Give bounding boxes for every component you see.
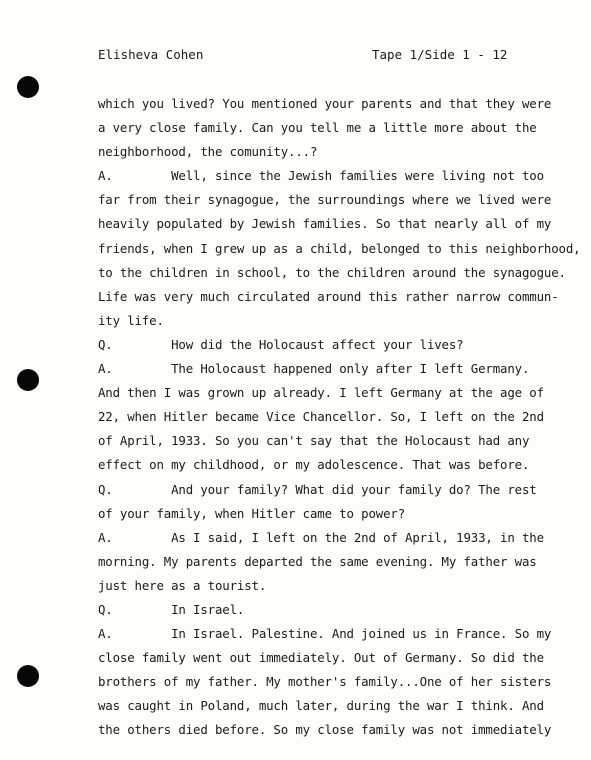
- transcript-line: Q. And your family? What did your family do? The rest: [98, 481, 537, 497]
- header-tape-page: Tape 1/Side 1 - 12: [372, 47, 508, 62]
- transcript-line: to the children in school, to the children around the synagogue.: [98, 264, 566, 280]
- transcript-line: A. As I said, I left on the 2nd of April, 1933, in the: [98, 529, 544, 545]
- transcript-line: heavily populated by Jewish families. So that nearly all of my: [98, 216, 552, 232]
- transcript-line: And then I was grown up already. I left Germany at the age of: [98, 385, 544, 401]
- transcript-line: far from their synagogue, the surroundings where we lived were: [98, 192, 552, 208]
- transcript-line: 22, when Hitler became Vice Chancellor. So, I left on the 2nd: [98, 409, 544, 425]
- transcript-line: neighborhood, the comunity...?: [98, 144, 318, 160]
- transcript-line: was caught in Poland, much later, during the war I think. And: [98, 698, 544, 714]
- header-interviewee-name: Elisheva Cohen: [98, 47, 204, 62]
- transcript-line: Q. In Israel.: [98, 601, 245, 617]
- transcript-line: just here as a tourist.: [98, 577, 267, 593]
- transcript-line: A. In Israel. Palestine. And joined us in France. So my: [98, 626, 552, 642]
- transcript-body: [98, 92, 588, 743]
- transcript-line: close family went out immediately. Out of Germany. So did the: [98, 650, 544, 666]
- binder-hole-icon: [17, 665, 39, 687]
- transcript-line: friends, when I grew up as a child, belonged to this neighborhood,: [98, 240, 581, 256]
- transcript-line: Q. How did the Holocaust affect your lives?: [98, 336, 464, 352]
- transcript-line: Life was very much circulated around this rather narrow commun-: [98, 288, 559, 304]
- transcript-line: morning. My parents departed the same evening. My father was: [98, 553, 537, 569]
- transcript-line: A. Well, since the Jewish families were living not too: [98, 168, 544, 184]
- transcript-line: the others died before. So my close family was not immediately: [98, 722, 552, 738]
- binder-hole-icon: [17, 76, 39, 98]
- transcript-line: ity life.: [98, 312, 164, 328]
- transcript-line: which you lived? You mentioned your parents and that they were: [98, 96, 552, 111]
- transcript-line: a very close family. Can you tell me a little more about the: [98, 120, 537, 136]
- transcript-line: of your family, when Hitler came to power?: [98, 505, 406, 521]
- binder-hole-icon: [17, 369, 39, 391]
- transcript-line: effect on my childhood, or my adolescence. That was before.: [98, 457, 530, 473]
- transcript-line: brothers of my father. My mother's family...One of her sisters: [98, 674, 552, 690]
- transcript-line: of April, 1933. So you can't say that the Holocaust had any: [98, 433, 530, 449]
- transcript-line: A. The Holocaust happened only after I left Germany.: [98, 361, 530, 377]
